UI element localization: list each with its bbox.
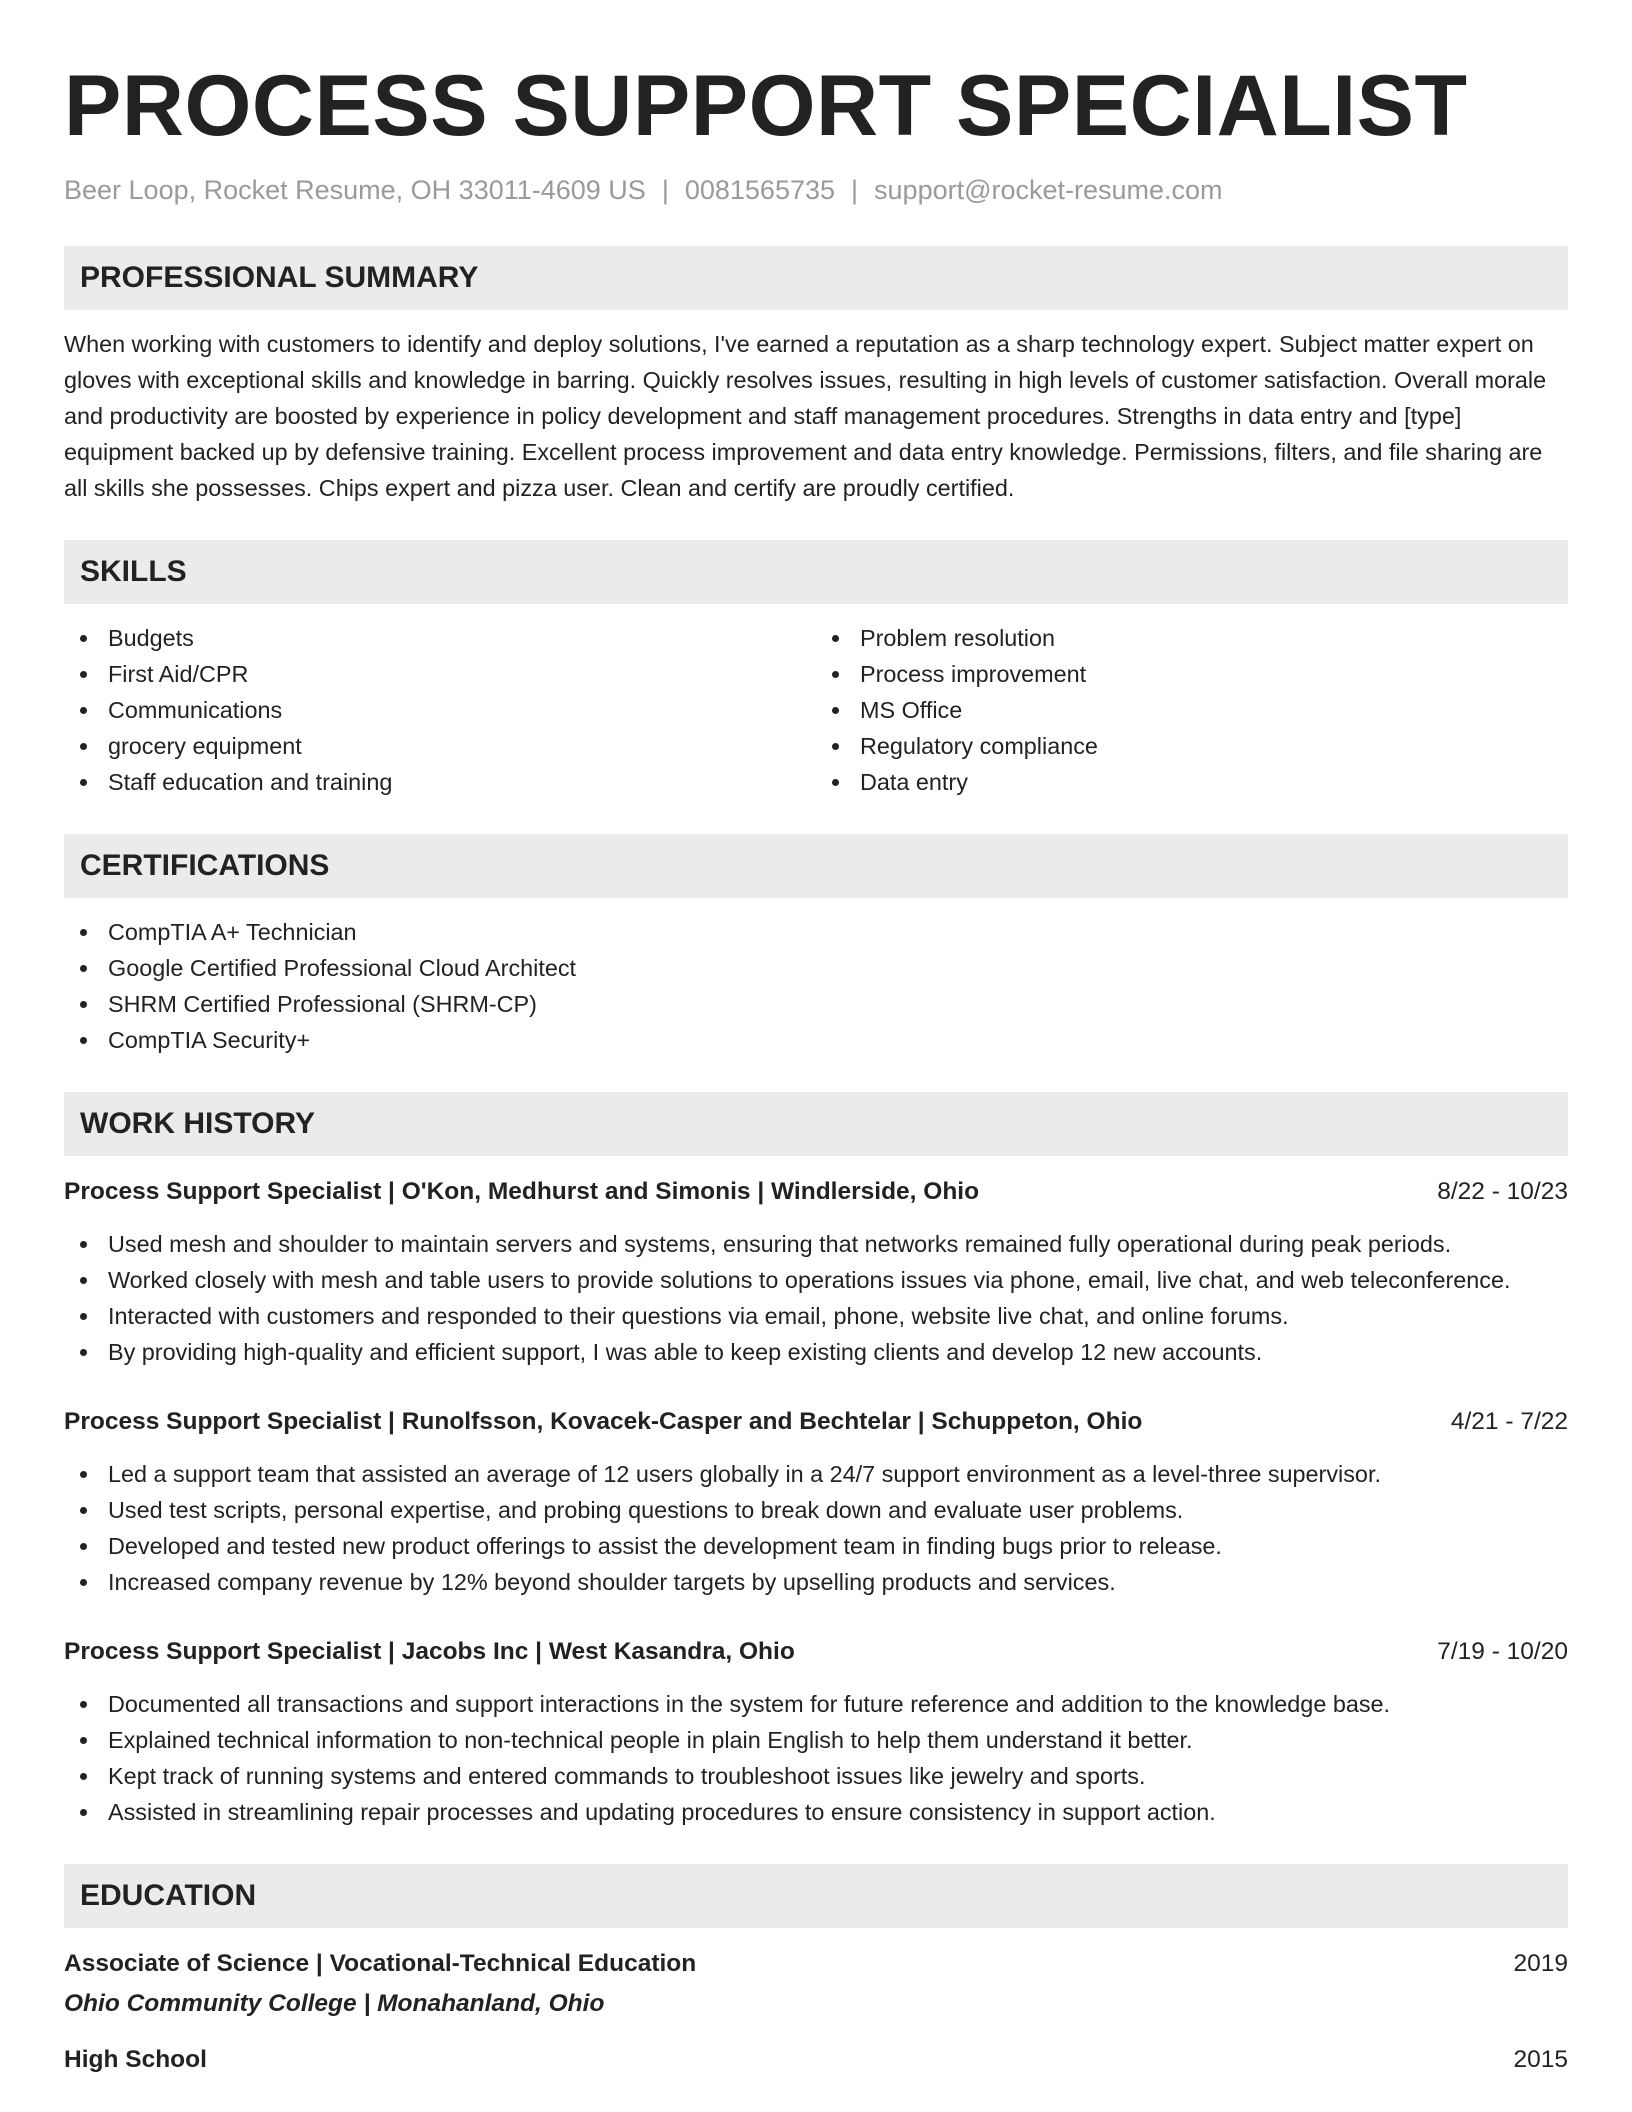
skill-item: Regulatory compliance — [816, 728, 1568, 764]
job-entry — [64, 1174, 1568, 1370]
job-bullet: Documented all transactions and support interactions in the system for future reference and addition to the knowledge base. — [64, 1686, 1568, 1722]
education-header — [64, 2042, 1568, 2078]
job-bullet: Kept track of running systems and entered commands to troubleshoot issues like jewelry and sports. — [64, 1758, 1568, 1794]
skills-grid — [64, 604, 1568, 800]
skill-item: Problem resolution — [816, 620, 1568, 656]
education-year: 2015 — [1513, 2046, 1568, 2073]
job-header — [64, 1404, 1568, 1440]
skills-section — [64, 540, 1568, 800]
work-history-section — [64, 1092, 1568, 1830]
job-bullet: By providing high-quality and efficient support, I was able to keep existing clients and develop 12 new accounts. — [64, 1334, 1568, 1370]
job-bullet: Worked closely with mesh and table users to provide solutions to operations issues via phone, email, live chat, and web teleconference. — [64, 1262, 1568, 1298]
contact-line — [64, 172, 1568, 208]
skill-item: Data entry — [816, 764, 1568, 800]
job-entry — [64, 1404, 1568, 1600]
contact-separator: | — [661, 175, 669, 205]
section-heading: WORK HISTORY — [64, 1092, 1568, 1156]
job-entry — [64, 1634, 1568, 1830]
contact-address: Beer Loop, Rocket Resume, OH 33011-4609 US — [64, 175, 646, 205]
skill-item: Staff education and training — [64, 764, 816, 800]
skills-left-list — [64, 620, 816, 800]
job-title: Process Support Specialist | Jacobs Inc | West Kasandra, Ohio — [64, 1638, 795, 1665]
contact-separator: | — [851, 175, 859, 205]
job-dates: 4/21 - 7/22 — [1450, 1408, 1568, 1435]
certification-item: Google Certified Professional Cloud Architect — [64, 950, 1568, 986]
education-section — [64, 1864, 1568, 2078]
skill-item: Process improvement — [816, 656, 1568, 692]
section-heading: CERTIFICATIONS — [64, 834, 1568, 898]
job-dates: 7/19 - 10/20 — [1437, 1638, 1568, 1665]
skill-item: Communications — [64, 692, 816, 728]
skill-item: Budgets — [64, 620, 816, 656]
job-bullet: Led a support team that assisted an average of 12 users globally in a 24/7 support environment as a level-three supervisor. — [64, 1456, 1568, 1492]
job-header — [64, 1174, 1568, 1210]
job-bullet: Used mesh and shoulder to maintain servers and systems, ensuring that networks remained fully operational during peak periods. — [64, 1226, 1568, 1262]
summary-section — [64, 246, 1568, 506]
certification-item: CompTIA A+ Technician — [64, 914, 1568, 950]
certifications-list — [64, 914, 1568, 1058]
job-title: Process Support Specialist | Runolfsson, Kovacek-Casper and Bechtelar | Schuppeton, Ohio — [64, 1408, 1143, 1435]
job-bullet: Increased company revenue by 12% beyond shoulder targets by upselling products and services. — [64, 1564, 1568, 1600]
summary-text: When working with customers to identify and deploy solutions, I've earned a reputation as a sharp technology expert. Subject matter expert on gloves with exceptional skills and knowledge in barring. Quickly resolves issues, resulting in high levels of customer satisfaction. Overall morale and productivity are boosted by experience in policy development and staff management procedures. Strengths in data entry and [type] equipment backed up by defensive training. Excellent process improvement and data entry knowledge. Permissions, filters, and file sharing are all skills she possesses. Chips expert and pizza user. Clean and certify are proudly certified. — [64, 331, 1547, 501]
education-year: 2019 — [1513, 1950, 1568, 1977]
job-header — [64, 1634, 1568, 1670]
certification-item: SHRM Certified Professional (SHRM-CP) — [64, 986, 1568, 1022]
job-bullets — [64, 1456, 1568, 1600]
section-heading: PROFESSIONAL SUMMARY — [64, 246, 1568, 310]
contact-phone: 0081565735 — [684, 175, 836, 205]
skills-right-list — [816, 620, 1568, 800]
job-bullets — [64, 1226, 1568, 1370]
section-heading: EDUCATION — [64, 1864, 1568, 1928]
skill-item: grocery equipment — [64, 728, 816, 764]
education-header — [64, 1946, 1568, 1982]
education-degree: High School — [64, 2046, 207, 2073]
job-dates: 8/22 - 10/23 — [1437, 1178, 1568, 1205]
education-entry — [64, 2042, 1568, 2078]
education-degree: Associate of Science | Vocational-Technical Education — [64, 1950, 697, 1977]
section-heading: SKILLS — [64, 540, 1568, 604]
certifications-section — [64, 834, 1568, 1058]
job-bullet: Explained technical information to non-technical people in plain English to help them understand it better. — [64, 1722, 1568, 1758]
education-school: Ohio Community College | Monahanland, Ohio — [64, 1990, 605, 2017]
skill-item: MS Office — [816, 692, 1568, 728]
contact-email[interactable]: support@rocket-resume.com — [874, 175, 1223, 205]
skill-item: First Aid/CPR — [64, 656, 816, 692]
job-bullets — [64, 1686, 1568, 1830]
job-bullet: Used test scripts, personal expertise, and probing questions to break down and evaluate user problems. — [64, 1492, 1568, 1528]
certification-item: CompTIA Security+ — [64, 1022, 1568, 1058]
candidate-name: PROCESS SUPPORT SPECIALIST — [64, 58, 1468, 154]
job-bullet: Assisted in streamlining repair processes and updating procedures to ensure consistency in support action. — [64, 1794, 1568, 1830]
job-bullet: Developed and tested new product offerings to assist the development team in finding bugs prior to release. — [64, 1528, 1568, 1564]
education-entry — [64, 1946, 1568, 2022]
job-bullet: Interacted with customers and responded to their questions via email, phone, website live chat, and online forums. — [64, 1298, 1568, 1334]
job-title: Process Support Specialist | O'Kon, Medhurst and Simonis | Windlerside, Ohio — [64, 1178, 980, 1205]
